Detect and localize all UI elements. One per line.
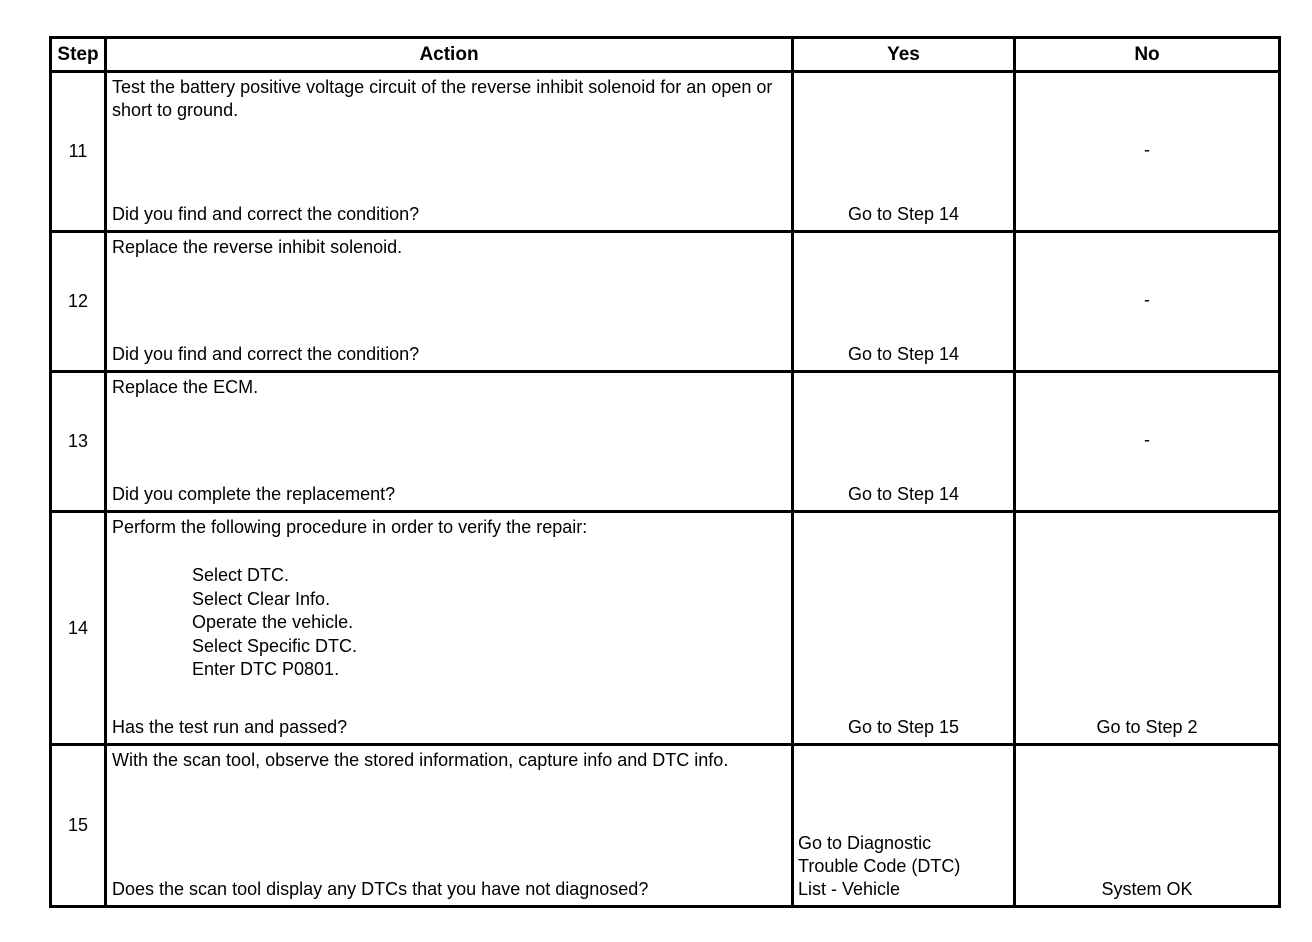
header-step: Step [51,38,106,72]
procedure-item: Enter DTC P0801. [192,659,340,679]
yes-result-line: Trouble Code (DTC) [798,856,961,876]
header-no: No [1015,38,1280,72]
yes-result [798,832,1013,901]
action-question: Did you find and correct the condition? [112,204,420,224]
table-row [51,72,1280,232]
yes-result-line: List - Vehicle [798,879,901,899]
no-cell [1015,232,1280,372]
no-result: - [1144,288,1150,309]
yes-result-line: Go to Diagnostic [798,833,932,853]
table-row [51,512,1280,745]
yes-cell [793,72,1015,232]
step-number: 14 [51,512,106,745]
yes-cell [793,372,1015,512]
no-result: - [1144,138,1150,159]
no-cell [1015,745,1280,907]
action-text: Replace the ECM. [112,377,259,397]
header-row [51,38,1280,72]
procedure-item: Select Clear Info. [192,588,331,609]
action-intro: Perform the following procedure in order to verify the repair: [112,517,588,537]
no-result: System OK [1101,879,1193,899]
procedure-list [192,564,783,682]
yes-cell [793,745,1015,907]
yes-result: Go to Step 14 [847,204,960,224]
step-number: 15 [51,745,106,907]
yes-cell [793,232,1015,372]
no-cell [1015,512,1280,745]
header-action: Action [106,38,793,72]
action-cell [106,512,793,745]
action-cell [106,745,793,907]
table-row [51,745,1280,907]
action-cell [106,72,793,232]
action-cell [106,372,793,512]
diagnostic-table [49,36,1281,908]
table-row [51,372,1280,512]
step-number: 12 [51,232,106,372]
no-cell [1015,72,1280,232]
action-text: Replace the reverse inhibit solenoid. [112,237,403,257]
no-cell [1015,372,1280,512]
yes-result: Go to Step 14 [847,344,960,364]
yes-result: Go to Step 14 [847,484,960,504]
action-question: Does the scan tool display any DTCs that you have not diagnosed? [112,879,649,899]
action-question: Did you complete the replacement? [112,484,396,504]
action-cell [106,232,793,372]
procedure-item: Select DTC. [192,565,290,585]
procedure-item: Select Specific DTC. [192,635,358,656]
action-text [112,516,783,682]
action-question: Has the test run and passed? [112,717,348,737]
yes-result: Go to Step 15 [847,717,960,737]
no-result: Go to Step 2 [1096,717,1198,737]
table-row [51,232,1280,372]
action-question: Did you find and correct the condition? [112,344,420,364]
action-text: Test the battery positive voltage circuit of the reverse inhibit solenoid for an open or short to ground. [112,77,773,120]
step-number: 11 [51,72,106,232]
header-yes: Yes [793,38,1015,72]
no-result: - [1144,428,1150,449]
step-number: 13 [51,372,106,512]
procedure-item: Operate the vehicle. [192,612,354,632]
action-text: With the scan tool, observe the stored information, capture info and DTC info. [112,750,729,770]
yes-cell [793,512,1015,745]
